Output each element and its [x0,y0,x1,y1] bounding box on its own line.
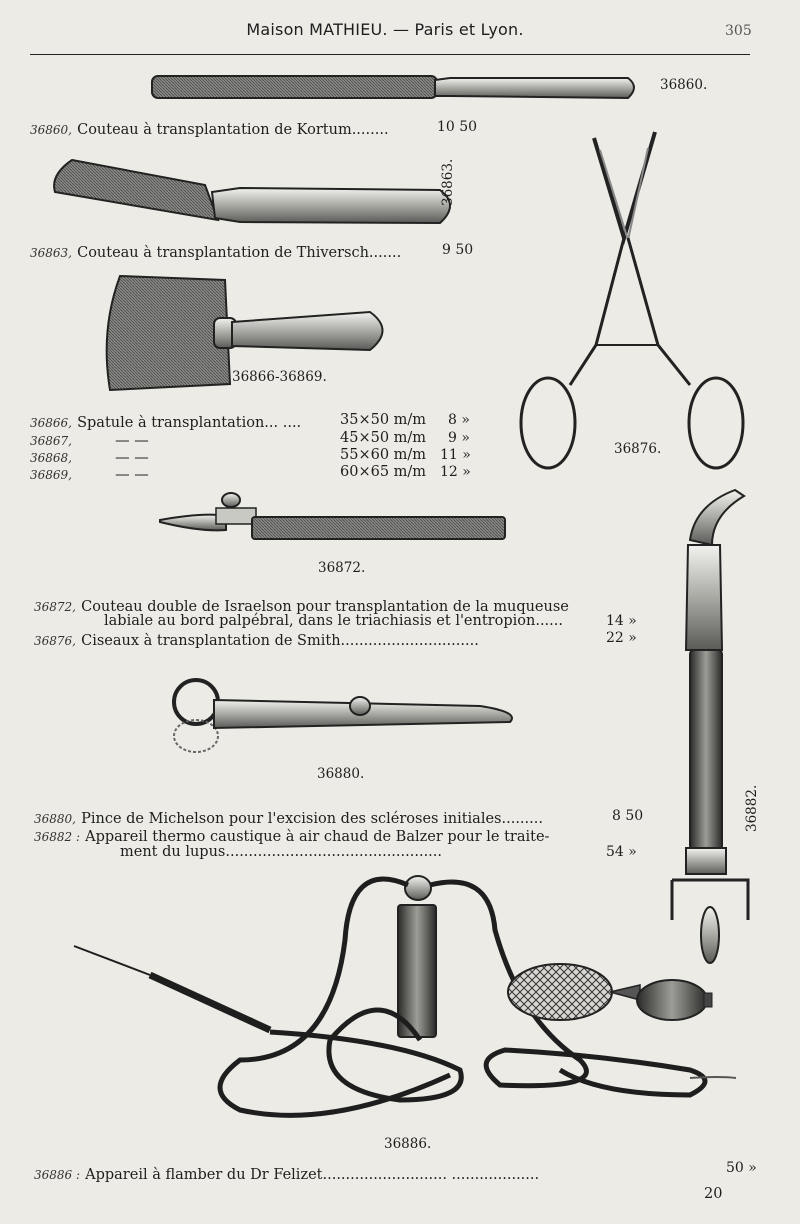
catalog-number: 36882 : [34,830,81,844]
item-dimensions: 55×60 m/m [340,447,427,463]
list-item [34,1164,539,1183]
figure-label-36863: 36863. [440,158,456,206]
item-description: Appareil à flamber du Dr Felizet........................... ................... [85,1167,540,1183]
michelson-forceps-illustration [174,680,512,752]
item-description: Spatule à transplantation... .... [77,415,302,431]
item-price: 14 » [606,613,637,629]
catalog-number: 36880, [34,812,76,826]
item-price: 10 50 [437,119,478,135]
smith-scissors-illustration [521,132,743,468]
figure-label-36866: 36866-36869. [232,369,327,385]
item-description: Couteau à transplantation de Kortum........ [77,122,389,138]
kortum-knife-illustration [152,76,634,98]
figure-label-36886: 36886. [384,1136,432,1152]
list-item [30,412,301,431]
ditto-marks: — — [115,433,149,449]
item-price: 8 » [448,412,470,428]
item-description-continued: labiale au bord palpébral, dans le triachiasis et l'entropion...... [104,613,563,629]
item-price: 50 » [726,1160,757,1176]
item-dimensions: 60×65 m/m [340,464,427,480]
item-description: Ciseaux à transplantation de Smith.............................. [81,633,479,649]
page-header-title: Maison MATHIEU. — Paris et Lyon. [246,20,524,39]
catalog-number: 36868, [30,451,72,465]
felizet-apparatus-illustration [74,876,736,1115]
catalog-number: 36860, [30,123,72,137]
item-description: Pince de Michelson pour l'excision des scléroses initiales......... [81,811,543,827]
catalog-number: 36886 : [34,1168,81,1182]
catalog-number: 36869, [30,468,72,482]
thiversch-knife-illustration [54,160,450,223]
ditto-marks: — — [115,467,149,483]
item-price: 12 » [440,464,471,480]
balzer-apparatus-illustration [672,490,748,963]
catalog-number: 36872, [34,600,76,614]
item-price: 54 » [606,844,637,860]
catalog-number: 36866, [30,416,72,430]
list-item [30,119,389,138]
catalog-number: 36876, [34,634,76,648]
list-item [34,630,479,649]
signature-mark: 20 [704,1186,723,1202]
item-price: 9 » [448,430,470,446]
israelson-knife-illustration [160,493,505,539]
item-price: 9 50 [442,242,474,258]
figure-label-36882: 36882. [744,784,760,832]
figure-label-36860: 36860. [660,77,708,93]
item-description-continued: ment du lupus............................................... [120,844,443,860]
item-description: Couteau double de Israelson pour transplantation de la muqueuse [81,599,569,615]
item-description: Couteau à transplantation de Thiversch....... [77,245,402,261]
item-price: 8 50 [612,808,644,824]
figure-label-36876: 36876. [614,441,662,457]
item-description: Appareil thermo caustique à air chaud de Balzer pour le traite- [85,829,550,845]
page-number: 305 [725,23,752,39]
catalog-number: 36867, [30,434,72,448]
item-dimensions: 35×50 m/m [340,412,427,428]
list-item [30,464,149,483]
figure-label-36880: 36880. [317,766,365,782]
list-item [34,808,543,827]
catalog-number: 36863, [30,246,72,260]
figure-label-36872: 36872. [318,560,366,576]
ditto-marks: — — [115,450,149,466]
list-item [30,242,401,261]
list-item [34,826,549,845]
item-price: 22 » [606,630,637,646]
item-dimensions: 45×50 m/m [340,430,427,446]
item-price: 11 » [440,447,471,463]
